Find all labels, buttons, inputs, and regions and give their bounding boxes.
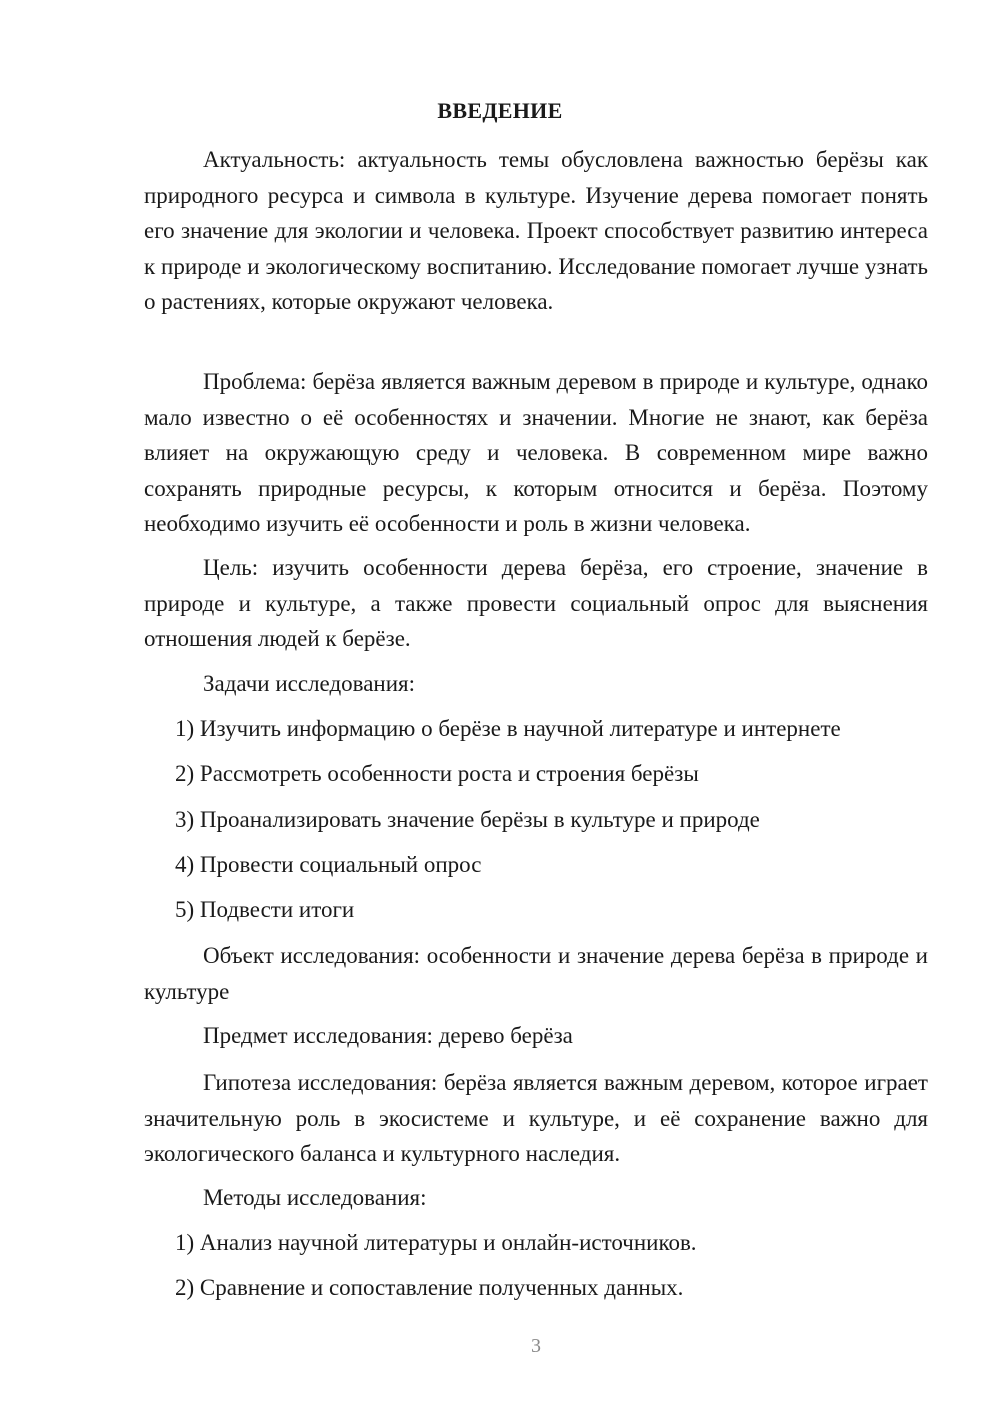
methods-heading: Методы исследования: — [203, 1185, 427, 1210]
tasks-heading: Задачи исследования: — [203, 671, 416, 696]
goal-paragraph: Цель: изучить особенности дерева берёза, его строение, значение в природе и культуре, а также провести социальный опрос для выяснения отношения людей к берёзе. — [144, 555, 928, 651]
list-item: 3) Проанализировать значение берёзы в культуре и природе — [175, 807, 760, 832]
list-item: 2) Сравнение и сопоставление полученных данных. — [175, 1275, 684, 1300]
list-item: 1) Изучить информацию о берёзе в научной литературе и интернете — [175, 716, 841, 741]
list-item: 1) Анализ научной литературы и онлайн-источников. — [175, 1230, 697, 1255]
page-title: ВВЕДЕНИЕ — [437, 98, 563, 123]
list-item: 5) Подвести итоги — [175, 897, 355, 922]
list-item: 4) Провести социальный опрос — [175, 852, 482, 877]
page-number: 3 — [531, 1335, 541, 1357]
subject-line: Предмет исследования: дерево берёза — [203, 1023, 573, 1048]
relevance-paragraph: Актуальность: актуальность темы обусловлена важностью берёзы как природного ресурса и символа в культуре. Изучение дерева помогает понять его значение для экологии и человека. Проект способствует развитию интереса к природе и экологическому воспитанию. Исследование помогает лучше узнать о растениях, которые окружают человека. — [144, 147, 928, 314]
list-item: 2) Рассмотреть особенности роста и строения берёзы — [175, 761, 699, 786]
hypothesis-paragraph: Гипотеза исследования: берёза является важным деревом, которое играет значительную роль в экосистеме и культуре, и её сохранение важно для экологического баланса и культурного наследия. — [144, 1070, 928, 1166]
object-paragraph: Объект исследования: особенности и значение дерева берёза в природе и культуре — [144, 943, 928, 1004]
problem-paragraph: Проблема: берёза является важным деревом в природе и культуре, однако мало известно о её особенностях и значении. Многие не знают, как берёза влияет на окружающую среду и человека. В современном мире важно сохранять природные ресурсы, к которым относится и берёза. Поэтому необходимо изучить её особенности и роль в жизни человека. — [144, 369, 928, 536]
